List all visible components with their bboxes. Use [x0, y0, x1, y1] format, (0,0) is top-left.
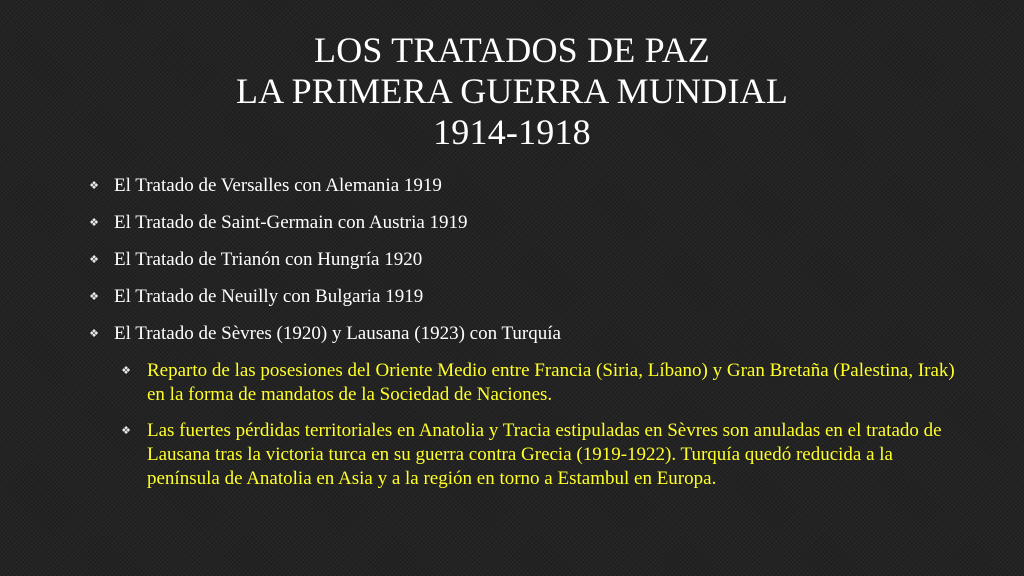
bullet-text: El Tratado de Versalles con Alemania 1919 [114, 175, 442, 196]
bullet-text: El Tratado de Sèvres (1920) y Lausana (1923) con Turquía [114, 323, 561, 344]
bullet-item-neuilly [86, 285, 966, 309]
bullet-item-saint-germain [86, 211, 966, 235]
diamond-bullet-icon: ❖ [89, 291, 99, 303]
diamond-bullet-icon: ❖ [121, 425, 131, 437]
bullet-item-sevres-lausana [86, 322, 966, 346]
diamond-bullet-icon: ❖ [89, 328, 99, 340]
bullet-item-trianon [86, 248, 966, 272]
sub-bullet-item-perdidas [118, 419, 957, 491]
bullet-text: El Tratado de Saint-Germain con Austria 1919 [114, 212, 468, 233]
title-line-3: 1914-1918 [433, 112, 591, 152]
sub-bullet-text: Reparto de las posesiones del Oriente Medio entre Francia (Siria, Líbano) y Gran Bretaña (Palestina, Irak) en la forma de mandatos de la Sociedad de Naciones. [147, 360, 955, 405]
diamond-bullet-icon: ❖ [89, 180, 99, 192]
bullet-text: El Tratado de Trianón con Hungría 1920 [114, 249, 423, 270]
sub-bullet-text: Las fuertes pérdidas territoriales en Anatolia y Tracia estipuladas en Sèvres son anuladas en el tratado de Lausana tras la victoria turca en su guerra contra Grecia (1919-1922). Turquía quedó reducida a la península de Anatolia en Asia y a la región en torno a Estambul en Europa. [147, 420, 942, 489]
bullet-list [86, 174, 966, 503]
diamond-bullet-icon: ❖ [121, 365, 131, 377]
slide-title [0, 30, 1024, 153]
diamond-bullet-icon: ❖ [89, 254, 99, 266]
title-line-2: LA PRIMERA GUERRA MUNDIAL [235, 71, 789, 111]
diamond-bullet-icon: ❖ [89, 217, 99, 229]
bullet-text: El Tratado de Neuilly con Bulgaria 1919 [114, 286, 424, 307]
bullet-item-versalles [86, 174, 966, 198]
title-line-1: LOS TRATADOS DE PAZ [314, 30, 710, 70]
sub-bullet-item-reparto [118, 359, 957, 407]
